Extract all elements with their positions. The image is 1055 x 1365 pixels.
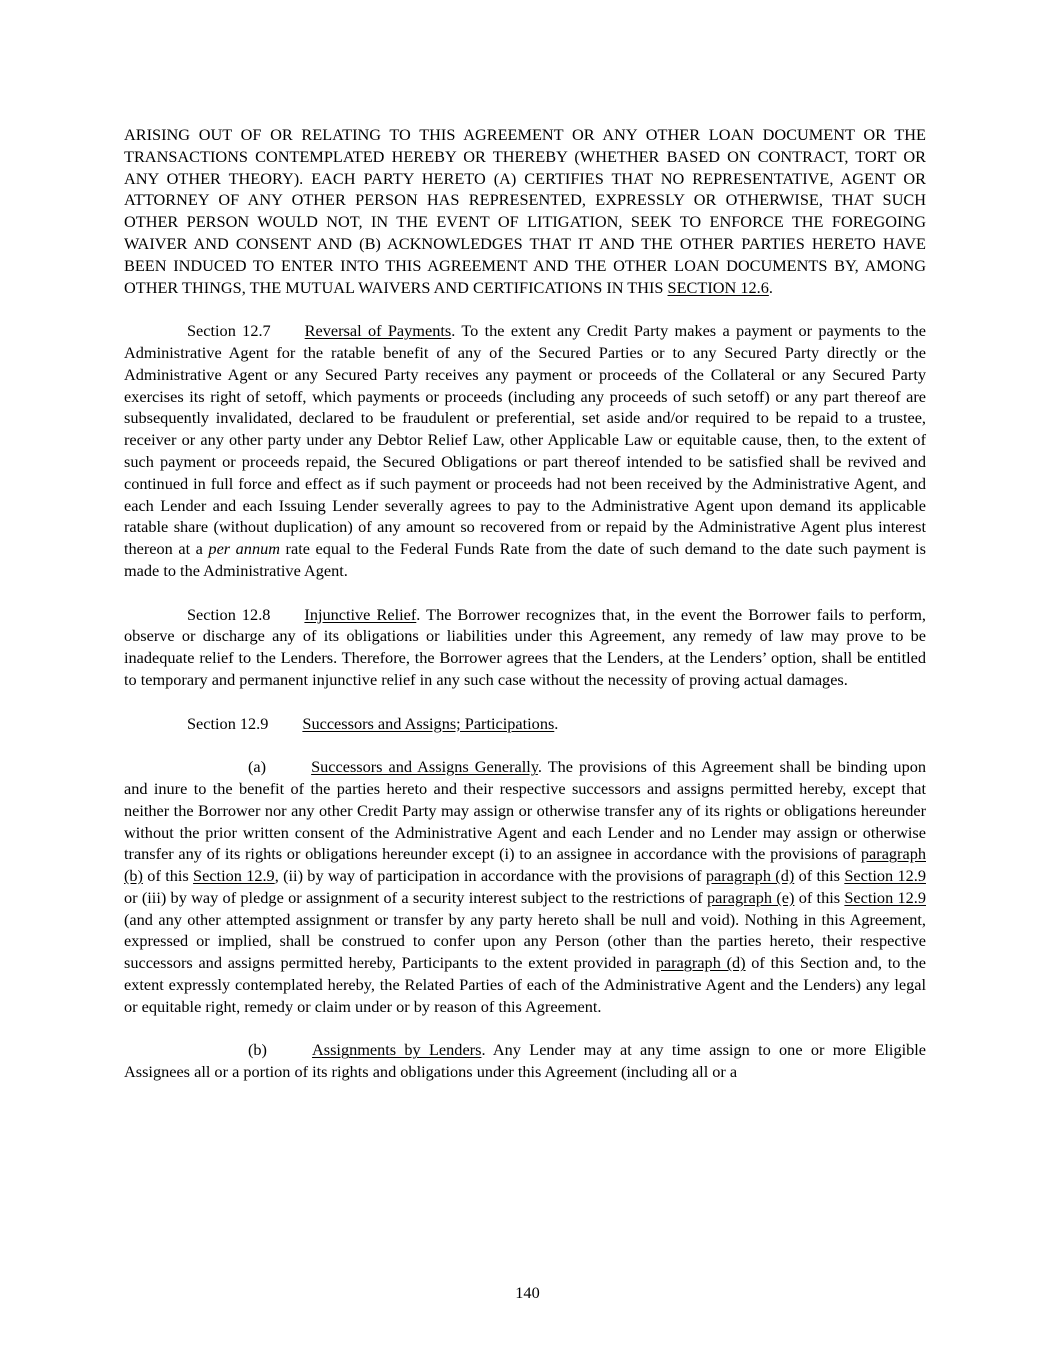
section-12-8: Section 12.8 Injunctive Relief. The Borrower recognizes that, in the event the Borrower fails to perform, observe or discharge any of its obligations or liabilities under this Agreement, any remedy of law may prove to be inadequate relief to the Lenders. Therefore, the Borrower agrees that the Lenders, at the Lenders’ option, shall be entitled to temporary and permanent injunctive relief in any such case without the necessity of proving actual damages.	[124, 604, 927, 689]
section-12-9: Section 12.9 Successors and Assigns; Participations.	[187, 713, 559, 733]
section-ref-link: SECTION 12.6	[667, 277, 769, 297]
page-number: 140	[515, 1283, 540, 1302]
waiver-text: ARISING OUT OF OR RELATING TO THIS AGREEMENT OR ANY OTHER LOAN DOCUMENT OR THE TRANSACTIONS CONTEMPLATED HEREBY OR THEREBY (WHETHER BASED ON CONTRACT, TORT OR ANY OTHER THEORY). EACH PARTY HERETO (A) CERTIFIES THAT NO REPRESENTATIVE, AGENT OR ATTORNEY OF ANY OTHER PERSON HAS REPRESENTED, EXPRESSLY OR OTHERWISE, THAT SUCH OTHER PERSON WOULD NOT, IN THE EVENT OF LITIGATION, SEEK TO ENFORCE THE FOREGOING WAIVER AND CONSENT AND (B) ACKNOWLEDGES THAT IT AND THE OTHER PARTIES HERETO HAVE BEEN INDUCED TO ENTER INTO THIS AGREEMENT AND THE OTHER LOAN DOCUMENTS BY, AMONG OTHER THINGS, THE MUTUAL WAIVERS AND CERTIFICATIONS IN THIS	[124, 125, 926, 297]
section-title: Successors and Assigns; Participations	[302, 713, 555, 733]
section-title: Injunctive Relief	[304, 604, 417, 624]
section-title: Reversal of Payments	[304, 321, 452, 341]
section-12-7: Section 12.7 Reversal of Payments. To the extent any Credit Party makes a payment or payments to the Administrative Agent for the ratable benefit of any of the Secured Parties or to any Secured Party directly or the Administrative Agent or any Secured Party receives any payment or proceeds of the Collateral or any Secured Party exercises its right of setoff, which payments or proceeds (including any proceeds of such setoff) or any part thereof are subsequently invalidated, declared to be fraudulent or preferential, set aside and/or required to be repaid to a trustee, receiver or any other party under any Debtor Relief Law, other Applicable Law or equitable cause, then, to the extent of such payment or proceeds repaid, the Secured Obligations or part thereof intended to be satisfied shall be revived and continued in full force and effect as if such payment or proceeds had not been received by the Administrative Agent, and each Lender and each Issuing Lender severally agrees to pay to the Administrative Agent upon demand its applicable ratable share (without duplication) of any amount so recovered from or repaid by the Administrative Agent plus interest thereon at a per annum rate equal to the Federal Funds Rate from the date of such demand to the date such payment is made to the Administrative Agent.	[124, 321, 926, 580]
subsection-label: (b)	[248, 1040, 267, 1060]
paragraph-jury-waiver: ARISING OUT OF OR RELATING TO THIS AGREEMENT OR ANY OTHER LOAN DOCUMENT OR THE TRANSACTIONS CONTEMPLATED HEREBY OR THEREBY (WHETHER BASED ON CONTRACT, TORT OR ANY OTHER THEORY). EACH PARTY HERETO (A) CERTIFIES THAT NO REPRESENTATIVE, AGENT OR ATTORNEY OF ANY OTHER PERSON HAS REPRESENTED, EXPRESSLY OR OTHERWISE, THAT SUCH OTHER PERSON WOULD NOT, IN THE EVENT OF LITIGATION, SEEK TO ENFORCE THE FOREGOING WAIVER AND CONSENT AND (B) ACKNOWLEDGES THAT IT AND THE OTHER PARTIES HERETO HAVE BEEN INDUCED TO ENTER INTO THIS AGREEMENT AND THE OTHER LOAN DOCUMENTS BY, AMONG OTHER THINGS, THE MUTUAL WAIVERS AND CERTIFICATIONS IN THIS SECTION 12.6.	[124, 125, 926, 297]
section-label: Section 12.9	[187, 713, 269, 733]
section-12-9-b: (b) Assignments by Lenders. Any Lender may at any time assign to one or more Eligible Assignees all or a portion of its rights and obligations under this Agreement (including all or a	[124, 1040, 927, 1082]
subsection-title: Successors and Assigns Generally	[311, 757, 538, 777]
section-label: Section 12.7	[187, 321, 271, 341]
section-label: Section 12.8	[187, 604, 271, 624]
italic-term: per annum	[208, 539, 280, 559]
document-body	[124, 124, 926, 1105]
subsection-title: Assignments by Lenders	[311, 1040, 482, 1060]
subsection-label: (a)	[248, 757, 267, 777]
section-12-9-a: (a) Successors and Assigns Generally. The provisions of this Agreement shall be binding upon and inure to the benefit of the parties hereto and their respective successors and assigns permitted hereby, except that neither the Borrower nor any other Credit Party may assign or otherwise transfer any of its rights or obligations hereunder without the prior written consent of the Administrative Agent and each Lender and no Lender may assign or otherwise transfer any of its rights or obligations hereunder except (i) to an assignee in accordance with the provisions of paragraph (b) of this Section 12.9, (ii) by way of participation in accordance with the provisions of paragraph (d) of this Section 12.9 or (iii) by way of pledge or assignment of a security interest subject to the restrictions of paragraph (e) of this Section 12.9 (and any other attempted assignment or transfer by any party hereto shall be null and void). Nothing in this Agreement, expressed or implied, shall be construed to confer upon any Person (other than the parties hereto, their respective successors and assigns permitted hereby, Participants to the extent provided in paragraph (d) of this Section and, to the extent expressly contemplated hereby, the Related Parties of each of the Administrative Agent and the Lenders) any legal or equitable right, remedy or claim under or by reason of this Agreement.	[124, 757, 926, 1016]
